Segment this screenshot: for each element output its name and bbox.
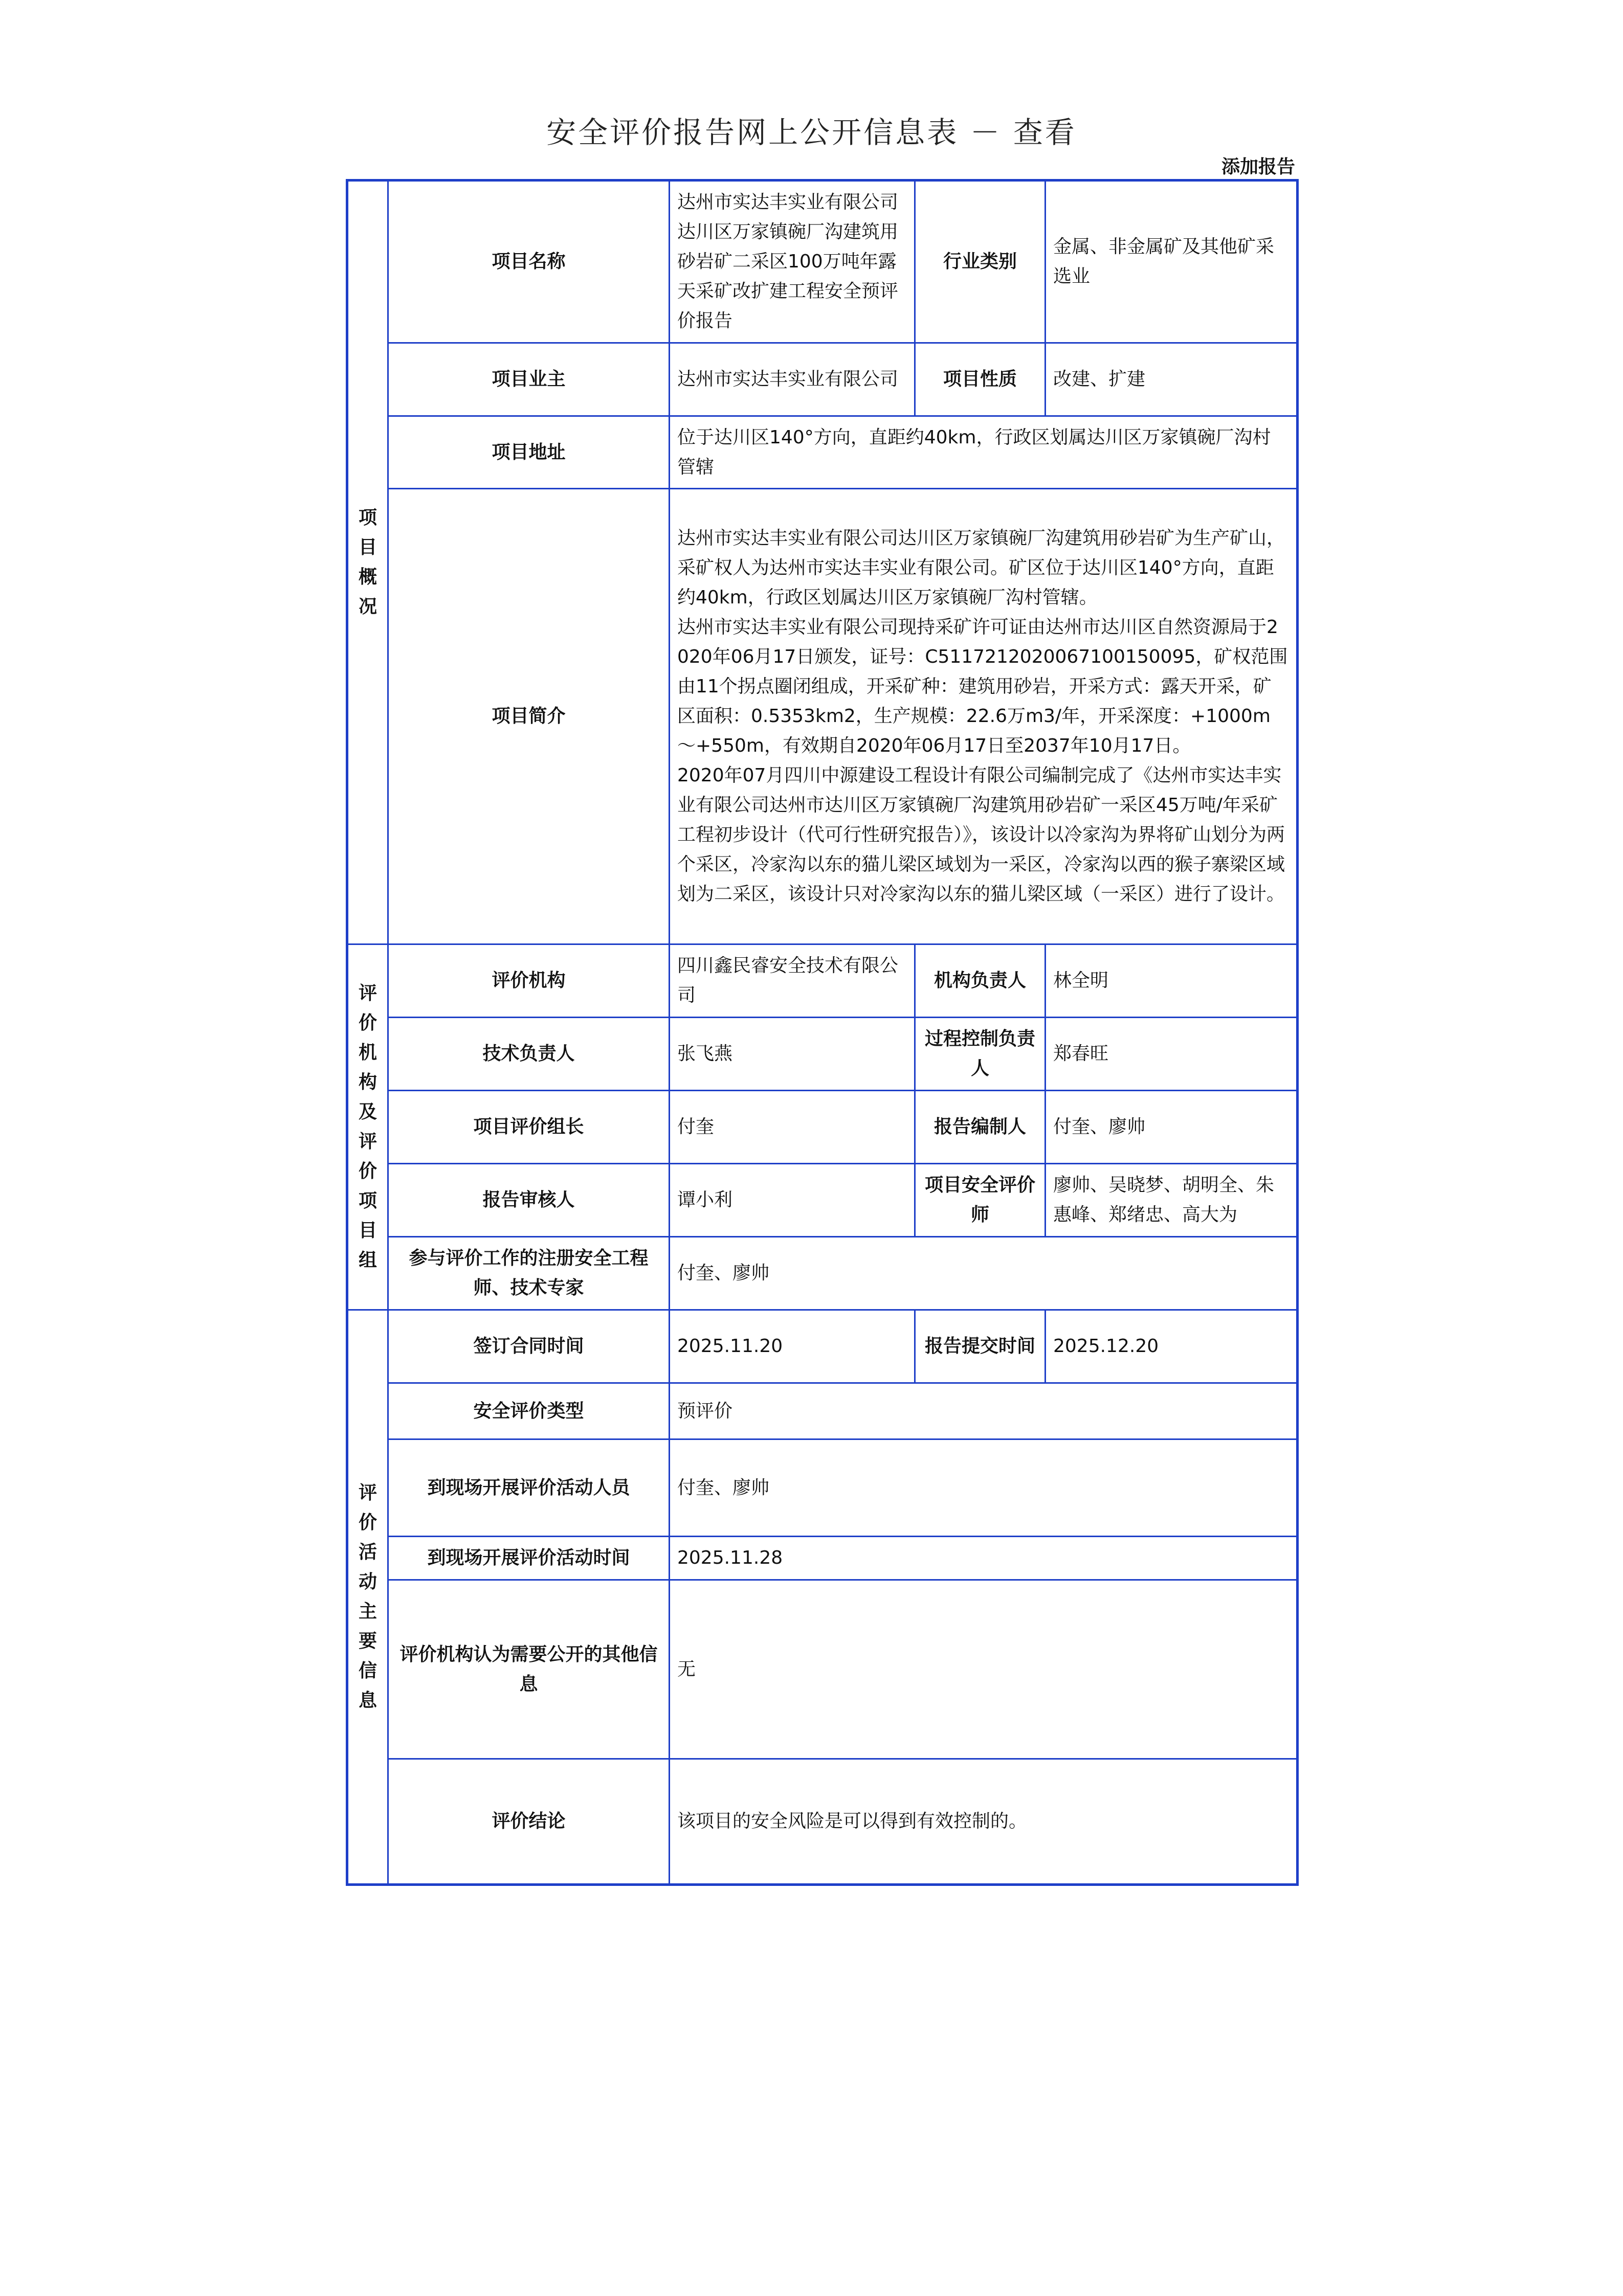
team-leader-value: 付奎 — [670, 1091, 915, 1164]
add-report-link[interactable]: 添加报告 — [1221, 156, 1295, 177]
tech-lead-value: 张飞燕 — [670, 1018, 915, 1091]
project-name-value: 达州市实达丰实业有限公司达川区万家镇碗厂沟建筑用砂岩矿二采区100万吨年露天采矿改扩建工程安全预评价报告 — [670, 181, 915, 343]
project-intro-paragraph: 达州市实达丰实业有限公司现持采矿许可证由达州市达川区自然资源局于2020年06月17日颁发，证号：C5117212020067100150095，矿权范围由11个拐点圈闭组成，开采矿种：建筑用砂岩，开采方式：露天开采，矿区面积：0.5353km2，生产规模：22.6万m3/年，开采深度：+1000m～+550m，有效期自2020年06月17日至2037年10月17日。 — [677, 617, 1288, 756]
submit-time-value: 2025.12.20 — [1046, 1310, 1298, 1383]
row-conclusion — [347, 1759, 1298, 1885]
row-contract — [347, 1310, 1298, 1383]
tech-lead-label: 技术负责人 — [388, 1018, 670, 1091]
row-project-name — [347, 181, 1298, 343]
group-activity — [347, 1310, 388, 1885]
project-intro-value — [670, 489, 1298, 944]
row-site-time — [347, 1537, 1298, 1580]
project-intro-label: 项目简介 — [388, 489, 670, 944]
evaluator-label: 项目安全评价师 — [915, 1164, 1046, 1237]
conclusion-value: 该项目的安全风险是可以得到有效控制的。 — [670, 1759, 1298, 1885]
project-nature-label: 项目性质 — [915, 343, 1046, 416]
row-agency — [347, 944, 1298, 1018]
contract-time-label: 签订合同时间 — [388, 1310, 670, 1383]
site-time-value: 2025.11.28 — [670, 1537, 1298, 1580]
group-org-label: 评价机构及评价项目组 — [358, 983, 377, 1271]
project-name-label: 项目名称 — [388, 181, 670, 343]
agency-label: 评价机构 — [388, 944, 670, 1018]
evaluator-value: 廖帅、吴晓梦、胡明全、朱惠峰、郑绪忠、高大为 — [1046, 1164, 1298, 1237]
process-control-label: 过程控制负责人 — [915, 1018, 1046, 1091]
row-engineers — [347, 1237, 1298, 1310]
project-address-value: 位于达川区140°方向，直距约40km，行政区划属达川区万家镇碗厂沟村管辖 — [670, 416, 1298, 489]
row-reviewer — [347, 1164, 1298, 1237]
row-team-leader — [347, 1091, 1298, 1164]
engineers-value: 付奎、廖帅 — [670, 1237, 1298, 1310]
eval-type-label: 安全评价类型 — [388, 1383, 670, 1439]
industry-value: 金属、非金属矿及其他矿采选业 — [1046, 181, 1298, 343]
reviewer-label: 报告审核人 — [388, 1164, 670, 1237]
contract-time-value: 2025.11.20 — [670, 1310, 915, 1383]
group-org — [347, 944, 388, 1310]
project-intro-paragraph: 达州市实达丰实业有限公司达川区万家镇碗厂沟建筑用砂岩矿为生产矿山，采矿权人为达州市实达丰实业有限公司。矿区位于达川区140°方向，直距约40km，行政区划属达川区万家镇碗厂沟村管辖。 — [677, 528, 1285, 608]
site-people-value: 付奎、廖帅 — [670, 1439, 1298, 1537]
reviewer-value: 谭小利 — [670, 1164, 915, 1237]
conclusion-label: 评价结论 — [388, 1759, 670, 1885]
row-project-intro — [347, 489, 1298, 944]
industry-label: 行业类别 — [915, 181, 1046, 343]
row-project-owner — [347, 343, 1298, 416]
row-eval-type — [347, 1383, 1298, 1439]
row-site-people — [347, 1439, 1298, 1537]
group-overview — [347, 181, 388, 944]
other-info-value: 无 — [670, 1580, 1298, 1759]
report-author-value: 付奎、廖帅 — [1046, 1091, 1298, 1164]
group-overview-label: 项目概况 — [358, 507, 377, 617]
group-activity-label: 评价活动主要信息 — [358, 1482, 377, 1711]
other-info-label: 评价机构认为需要公开的其他信息 — [388, 1580, 670, 1759]
process-control-value: 郑春旺 — [1046, 1018, 1298, 1091]
submit-time-label: 报告提交时间 — [915, 1310, 1046, 1383]
row-other-info — [347, 1580, 1298, 1759]
row-project-address — [347, 416, 1298, 489]
info-table — [346, 179, 1299, 1886]
report-author-label: 报告编制人 — [915, 1091, 1046, 1164]
team-leader-label: 项目评价组长 — [388, 1091, 670, 1164]
row-tech-lead — [347, 1018, 1298, 1091]
project-owner-value: 达州市实达丰实业有限公司 — [670, 343, 915, 416]
project-nature-value: 改建、扩建 — [1046, 343, 1298, 416]
agency-head-value: 林全明 — [1046, 944, 1298, 1018]
project-address-label: 项目地址 — [388, 416, 670, 489]
project-owner-label: 项目业主 — [388, 343, 670, 416]
site-people-label: 到现场开展评价活动人员 — [388, 1439, 670, 1537]
engineers-label: 参与评价工作的注册安全工程师、技术专家 — [388, 1237, 670, 1310]
eval-type-value: 预评价 — [670, 1383, 1298, 1439]
page-title: 安全评价报告网上公开信息表 － 查看 — [546, 115, 1077, 150]
agency-value: 四川鑫民睿安全技术有限公司 — [670, 944, 915, 1018]
project-intro-paragraph: 2020年07月四川中源建设工程设计有限公司编制完成了《达州市实达丰实业有限公司达州市达川区万家镇碗厂沟建筑用砂岩矿一采区45万吨/年采矿工程初步设计（代可行性研究报告）》，该设计以冷家沟为界将矿山划分为两个采区，冷家沟以东的猫儿梁区域划为一采区，冷家沟以西的猴子寨梁区域划为二采区，该设计只对冷家沟以东的猫儿梁区域（一采区）进行了设计。 — [677, 765, 1285, 905]
site-time-label: 到现场开展评价活动时间 — [388, 1537, 670, 1580]
agency-head-label: 机构负责人 — [915, 944, 1046, 1018]
